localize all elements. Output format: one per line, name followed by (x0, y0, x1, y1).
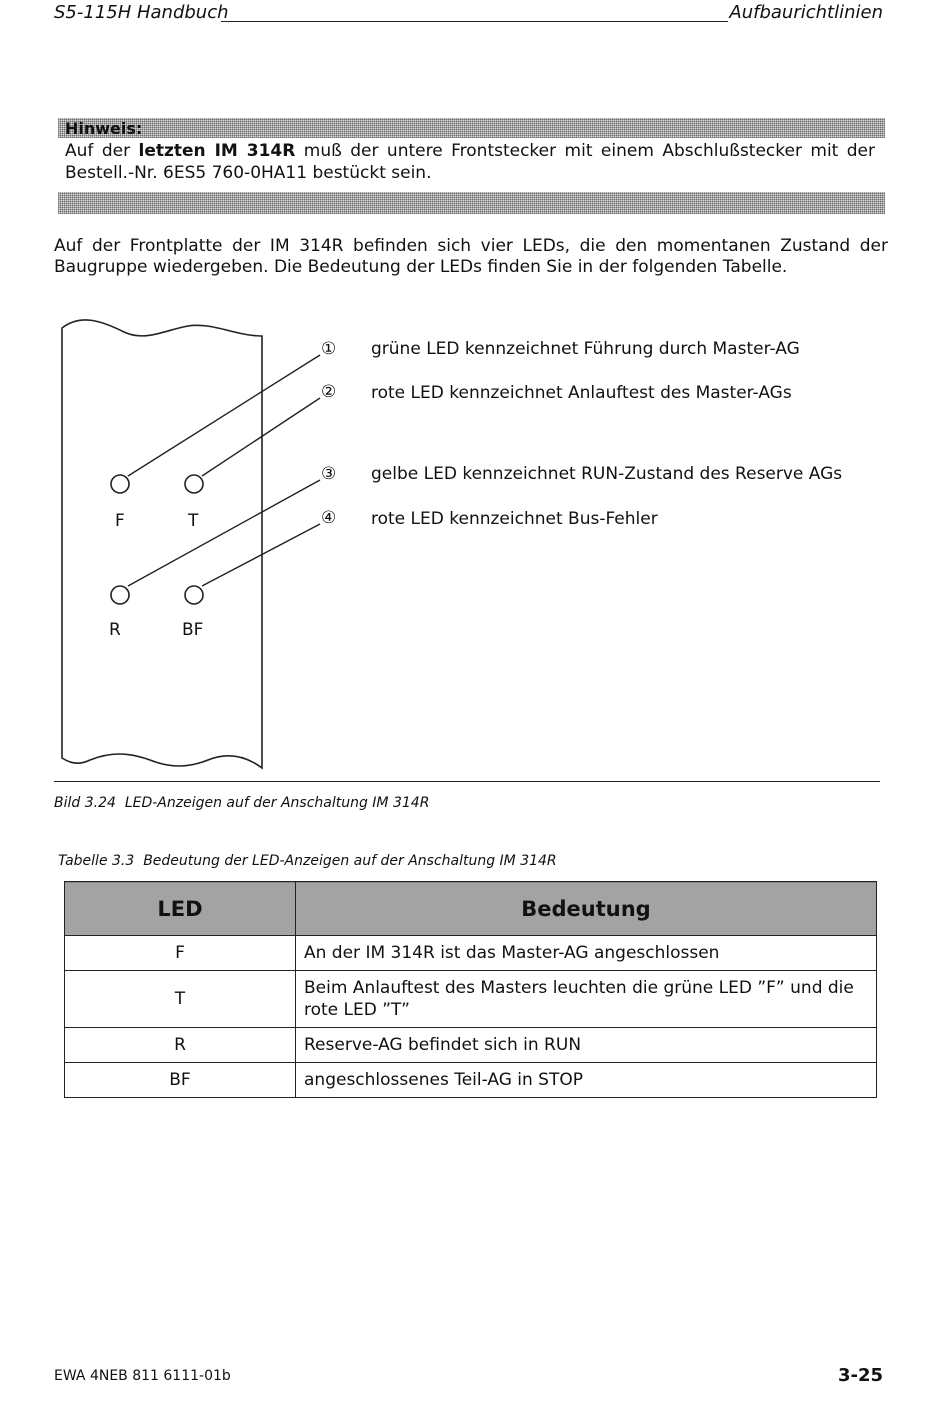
intro-paragraph: Auf der Frontplatte der IM 314R befinden sich vier LEDs, die den momentanen Zustand der Baugruppe wiedergeben. Die Bedeutung der LEDs finden Sie in der folgenden Tabelle. (54, 236, 888, 277)
led-label-r: R (109, 620, 121, 640)
table-cell-led: F (65, 936, 296, 971)
module-outline (62, 320, 262, 768)
note-label: Hinweis: (65, 119, 143, 138)
header-section: Aufbaurichtlinien (729, 2, 883, 23)
footer-page-number: 3-25 (837, 1365, 883, 1386)
table-header-meaning: Bedeutung (296, 882, 877, 936)
led-t-icon (185, 475, 203, 493)
table-row (65, 1028, 877, 1063)
table-cell-led: BF (65, 1063, 296, 1098)
led-meaning-table (64, 881, 877, 1098)
leader-line-3 (128, 480, 320, 586)
led-label-t: T (188, 511, 199, 531)
led-f-icon (111, 475, 129, 493)
marker-4: ④ (321, 508, 337, 528)
figure-caption-num: Bild 3.24 (54, 795, 116, 811)
leader-line-4 (202, 524, 320, 586)
marker-3: ③ (321, 464, 337, 484)
table-row (65, 1063, 877, 1098)
marker-2: ② (321, 382, 337, 402)
figure-rule (54, 781, 880, 782)
table-cell-meaning: Beim Anlauftest des Masters leuchten die grüne LED ”F” und die rote LED ”T” (296, 971, 877, 1028)
figure-caption-text: LED-Anzeigen auf der Anschaltung IM 314R (124, 795, 430, 811)
table-cell-meaning: An der IM 314R ist das Master-AG angeschlossen (296, 936, 877, 971)
table-row (65, 971, 877, 1028)
note-text-bold: letzten IM 314R (138, 141, 296, 161)
table-header-row (65, 882, 877, 936)
note-text-pre: Auf der (65, 141, 139, 161)
table-caption (58, 853, 557, 869)
led-description-2: rote LED kennzeichnet Anlauftest des Master-AGs (371, 383, 792, 403)
table-caption-num: Tabelle 3.3 (58, 853, 135, 869)
table-cell-meaning: Reserve-AG befindet sich in RUN (296, 1028, 877, 1063)
table-cell-led: R (65, 1028, 296, 1063)
led-label-f: F (115, 511, 125, 531)
led-description-3: gelbe LED kennzeichnet RUN-Zustand des Reserve AGs (371, 464, 843, 484)
table-header-led: LED (65, 882, 296, 936)
header-title: S5-115H Handbuch (54, 2, 229, 23)
led-description-1: grüne LED kennzeichnet Führung durch Master-AG (371, 339, 800, 359)
led-label-bf: BF (182, 620, 204, 640)
led-description-4: rote LED kennzeichnet Bus-Fehler (371, 509, 658, 529)
leader-line-2 (202, 398, 320, 476)
led-bf-icon (185, 586, 203, 604)
led-r-icon (111, 586, 129, 604)
table-row (65, 936, 877, 971)
table-cell-led: T (65, 971, 296, 1028)
leader-line-1 (128, 355, 320, 476)
table-cell-meaning: angeschlossenes Teil-AG in STOP (296, 1063, 877, 1098)
footer-doc-id: EWA 4NEB 811 6111-01b (54, 1368, 231, 1384)
table-caption-text: Bedeutung der LED-Anzeigen auf der Anschaltung IM 314R (143, 853, 557, 869)
note-text-post: muß der untere Frontstecker mit einem Abschlußstecker mit der Bestell.-Nr. 6ES5 760-0HA11 bestückt sein. (65, 141, 876, 183)
figure-caption (54, 795, 429, 811)
marker-1: ① (321, 339, 337, 359)
